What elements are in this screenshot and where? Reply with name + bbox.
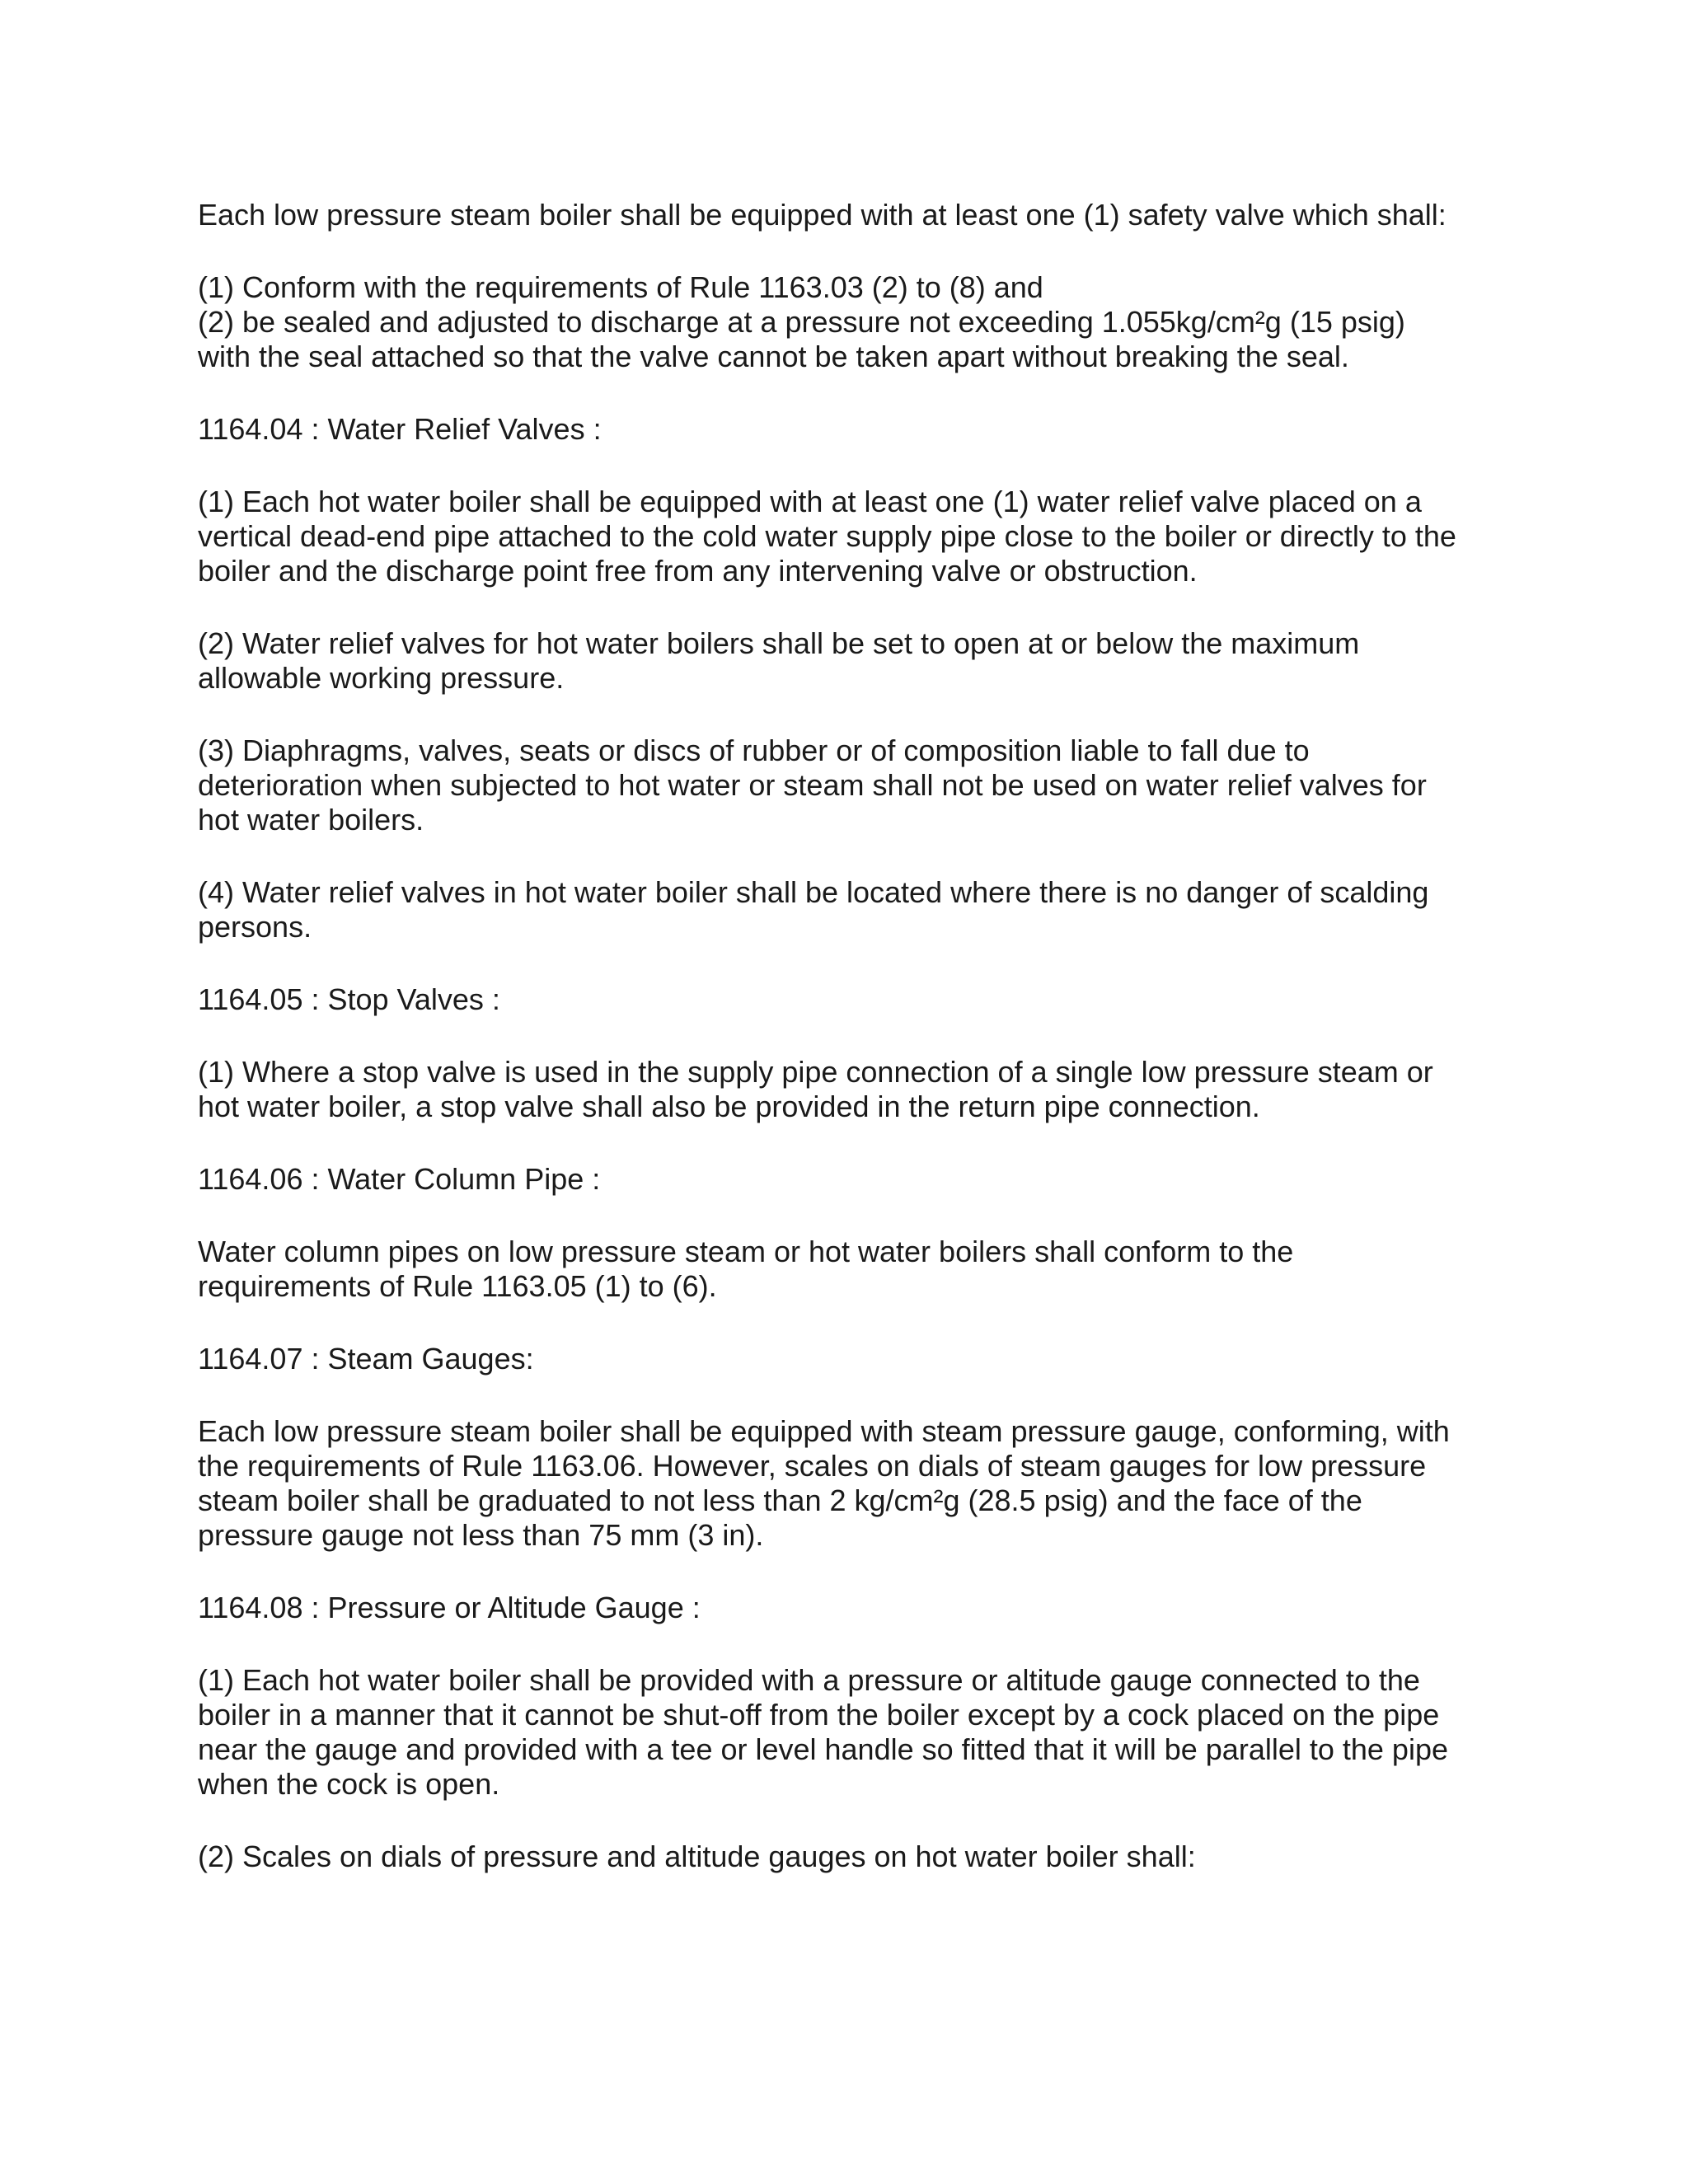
text-line: (3) Diaphragms, valves, seats or discs of rubber or of composition liable to fall due to xyxy=(198,733,1310,767)
text-line: boiler and the discharge point free from any intervening valve or obstruction. xyxy=(198,554,1198,588)
text-line: (1) Where a stop valve is used in the supply pipe connection of a single low pressure steam or xyxy=(198,1055,1433,1089)
section-heading-1164-04 xyxy=(198,412,1517,447)
section-heading: 1164.06 : Water Column Pipe : xyxy=(198,1162,601,1196)
text-line: hot water boilers. xyxy=(198,803,424,837)
text-line: Each low pressure steam boiler shall be equipped with steam pressure gauge, conforming, with xyxy=(198,1414,1450,1448)
text-line: requirements of Rule 1163.05 (1) to (6). xyxy=(198,1269,717,1303)
text-line: Water column pipes on low pressure steam or hot water boilers shall conform to the xyxy=(198,1235,1294,1268)
section-heading-1164-05 xyxy=(198,982,1517,1017)
paragraph-1164-04-2 xyxy=(198,626,1517,696)
paragraph-1164-04-3 xyxy=(198,733,1517,837)
text-line: (4) Water relief valves in hot water boiler shall be located where there is no danger of scalding xyxy=(198,875,1429,909)
section-heading: 1164.07 : Steam Gauges: xyxy=(198,1342,534,1376)
text-line: with the seal attached so that the valve cannot be taken apart without breaking the seal. xyxy=(198,340,1349,373)
text-line: when the cock is open. xyxy=(198,1767,500,1801)
text-line: boiler in a manner that it cannot be shut-off from the boiler except by a cock placed on the pipe xyxy=(198,1698,1440,1732)
section-heading: 1164.08 : Pressure or Altitude Gauge : xyxy=(198,1591,701,1624)
paragraph-1164-07 xyxy=(198,1414,1517,1553)
section-heading-1164-08 xyxy=(198,1591,1517,1625)
text-line: (2) be sealed and adjusted to discharge at a pressure not exceeding 1.055kg/cm²g (15 psig) xyxy=(198,305,1405,339)
text-line: steam boiler shall be graduated to not less than 2 kg/cm²g (28.5 psig) and the face of the xyxy=(198,1483,1362,1517)
text-line: (2) Water relief valves for hot water boilers shall be set to open at or below the maximum xyxy=(198,626,1360,660)
section-heading-1164-06 xyxy=(198,1162,1517,1197)
text-line: (1) Each hot water boiler shall be equipped with at least one (1) water relief valve placed on a xyxy=(198,485,1422,518)
text-line: near the gauge and provided with a tee or level handle so fitted that it will be parallel to the pipe xyxy=(198,1732,1448,1766)
paragraph-1164-08-2 xyxy=(198,1840,1517,1874)
paragraph-1164-04-4 xyxy=(198,875,1517,944)
text-line: persons. xyxy=(198,910,312,944)
section-heading: 1164.05 : Stop Valves : xyxy=(198,982,500,1016)
text-line: (1) Each hot water boiler shall be provided with a pressure or altitude gauge connected to the xyxy=(198,1663,1420,1697)
document-body xyxy=(198,198,1517,1874)
paragraph-1164-08-1 xyxy=(198,1663,1517,1802)
paragraph-1164-06 xyxy=(198,1235,1517,1304)
safety-valve-requirements xyxy=(198,270,1517,374)
text-line: allowable working pressure. xyxy=(198,661,565,695)
text-line: (1) Conform with the requirements of Rule 1163.03 (2) to (8) and xyxy=(198,270,1043,304)
paragraph-1164-04-1 xyxy=(198,485,1517,588)
paragraph-1164-05-1 xyxy=(198,1055,1517,1124)
text-line: deterioration when subjected to hot water or steam shall not be used on water relief valves for xyxy=(198,768,1427,802)
text-line: pressure gauge not less than 75 mm (3 in). xyxy=(198,1518,764,1552)
text-line: Each low pressure steam boiler shall be equipped with at least one (1) safety valve which shall: xyxy=(198,198,1447,232)
text-line: (2) Scales on dials of pressure and altitude gauges on hot water boiler shall: xyxy=(198,1840,1196,1873)
section-heading: 1164.04 : Water Relief Valves : xyxy=(198,412,602,446)
text-line: the requirements of Rule 1163.06. However, scales on dials of steam gauges for low pressure xyxy=(198,1449,1427,1483)
intro-paragraph xyxy=(198,198,1517,232)
text-line: hot water boiler, a stop valve shall also be provided in the return pipe connection. xyxy=(198,1090,1260,1123)
text-line: vertical dead-end pipe attached to the cold water supply pipe close to the boiler or directly to the xyxy=(198,519,1456,553)
section-heading-1164-07 xyxy=(198,1342,1517,1376)
